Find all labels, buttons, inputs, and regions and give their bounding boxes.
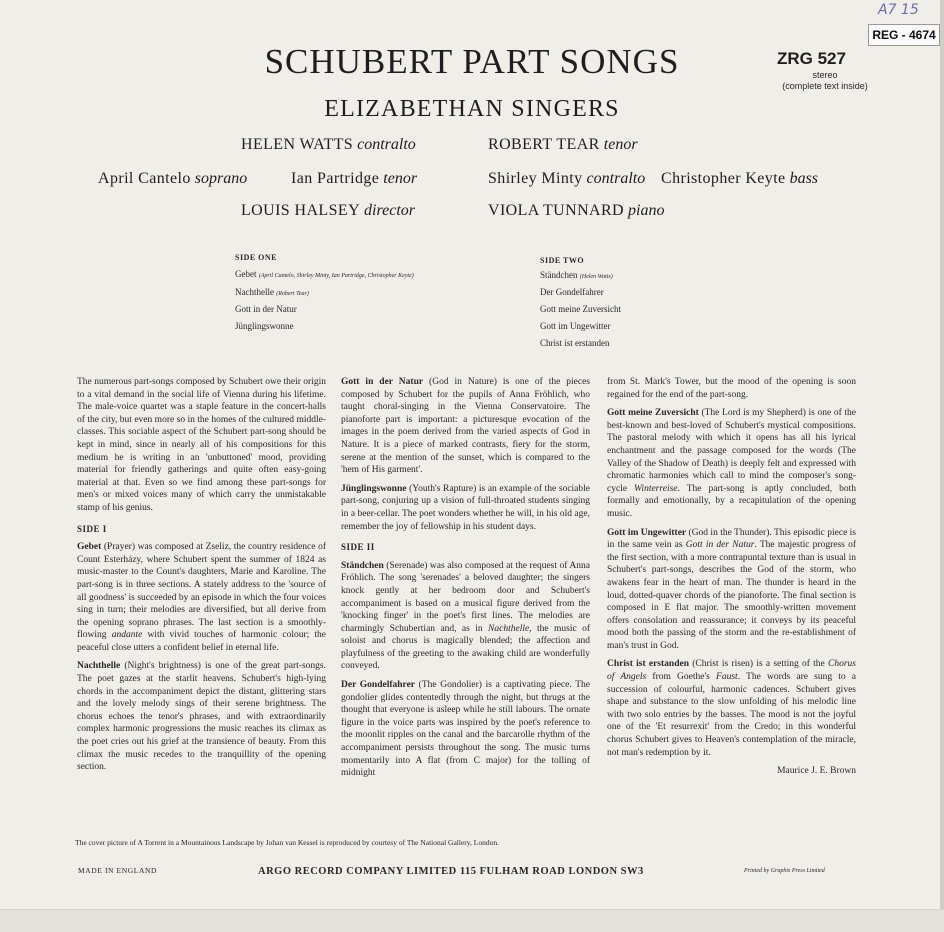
- track-performers: (April Cantelo, Shirley Minty, Ian Partridge, Christopher Keyte): [258, 273, 414, 279]
- performer-name: Christopher Keyte: [661, 170, 786, 187]
- performer-name: Ian Partridge: [291, 170, 380, 187]
- song-title: Ständchen: [341, 560, 384, 571]
- album-title: SCHUBERT PART SONGS: [264, 42, 680, 81]
- track-performers: (Helen Watts): [579, 274, 613, 280]
- performer-role: tenor: [383, 170, 418, 187]
- track-performers: (Robert Tear): [276, 291, 309, 297]
- song-text: (God in the Thunder). This episodic piece is in the same vein as: [607, 527, 857, 551]
- catalog-info: [755, 70, 895, 92]
- sleeve-edge: [940, 0, 944, 932]
- notes-intro: The numerous part-songs composed by Schubert owe their origin to a vital demand in the social life of Vienna during his lifetime. The male-voice quartet was a staple feature in the concert-halls of the city, but even more so in the homes of the cultured middle-classes. This sociable aspect of the Schubert part-song should be kept in mind, since in nearly all of his compositions for this medium he is writing in an 'unbuttoned' mood, providing material for friendly gatherings and quite often easy-going material at that. Even so we find among these part-songs for men's or mixed voices many of which carry the unmistakable stamp of his genius.: [77, 377, 326, 513]
- song-text: . The majestic progress of the first section, with a more contrapuntal texture than is usual in Schubert's part-songs, describes the God of the storm, who awakens fear in the heart of man. The thunder is heard in the loud, dotted-quaver chords of the pianoforte. The final section is composed in E flat major. The smoothly-written movement offers consolation and reassurance; it conveys by its peaceful mood both the passing of the storm and the re-establishment of man's trust in God.: [607, 540, 856, 651]
- performer-shirley-minty: [488, 170, 645, 188]
- side-one-heading: SIDE ONE: [235, 253, 278, 262]
- song-text: (God in Nature) is one of the pieces composed by Schubert for the pupils of Anna Fröhlich, who taught choral-singing in the Vienna Conservatoire. The pianoforte part is important: a picturesque evocation of the images in the poem derived from the varied aspects of God in Nature. It is a piece of marked contrasts, fiery for the storm, serene at the mention of the sunset, which is compared to the 'hem of His garment'.: [341, 377, 590, 476]
- track-item: [540, 287, 604, 297]
- song-text-italic: andante: [111, 630, 143, 641]
- song-title: Gott meine Zuversicht: [607, 408, 699, 419]
- song-text-italic: Winterreise: [634, 483, 678, 494]
- performer-louis-halsey: [241, 202, 415, 220]
- notes-standchen: [341, 560, 590, 673]
- song-title: Gott in der Natur: [341, 377, 424, 387]
- track-item: [235, 321, 294, 331]
- performer-role: contralto: [586, 170, 646, 187]
- song-text: (Night's brightness) is one of the great part-songs. The poet gazes at the starlit heavens. Schubert's high-lying chords in the accompaniment depict the distant, glittering stars and the lovely melody sings of their serene brightness. The chorus echoes the tenor's phrases, and with extraordinarily complex harmonic progressions the music reaches its climax as the poet cries out his grief at the transience of beauty. From this climax the music recedes to the tranquillity of the opening section.: [77, 661, 326, 773]
- song-text-italic: Faust: [716, 672, 738, 683]
- song-text: (The Lord is my Shepherd) is one of the best-known and best-loved of Schubert's mystical compositions. The pastoral melody with which it opens has all his lyrical enchantment and the passage composed for the words (The Valley of the Shadow of Death) is deeply felt and expressed with chromatic harmonies which call to mind the composer's song-cycle: [607, 408, 856, 494]
- notes-gebet: [77, 541, 326, 654]
- song-text: from Goethe's: [646, 672, 717, 683]
- record-company-address: ARGO RECORD COMPANY LIMITED 115 FULHAM ROAD LONDON SW3: [258, 866, 644, 877]
- notes-column-3: [607, 376, 856, 784]
- printer-credit: Printed by Graphis Press Limited: [744, 868, 825, 874]
- song-text: , the music of soloist and chorus is magically blended; the affection and playfulness of the greeting to the awaking child are wonderfully conveyed.: [341, 623, 590, 672]
- performer-helen-watts: [241, 136, 416, 154]
- side-ii-heading: SIDE II: [341, 542, 375, 553]
- notes-gondelfahrer-cont: from St. Mark's Tower, but the mood of the opening is soon regained for the end of the part-song.: [607, 377, 856, 400]
- performer-role: piano: [628, 202, 665, 219]
- track-title: Ständchen: [540, 270, 578, 280]
- performer-role: tenor: [603, 136, 638, 153]
- track-title: Der Gondelfahrer: [540, 287, 604, 297]
- track-item: [235, 287, 309, 297]
- notes-gott-in-der-natur: [341, 376, 590, 477]
- track-item: [235, 269, 414, 279]
- track-title: Gott meine Zuversicht: [540, 304, 621, 314]
- performer-name: HELEN WATTS: [241, 136, 354, 153]
- performer-name: Shirley Minty: [488, 170, 583, 187]
- track-item: [540, 338, 610, 348]
- side-i-heading: SIDE I: [77, 523, 107, 534]
- text-note: (complete text inside): [782, 81, 868, 91]
- song-title: Jünglingswonne: [341, 483, 407, 494]
- track-item: [540, 270, 613, 280]
- song-title: Gott im Ungewitter: [607, 527, 687, 538]
- track-title: Nachthelle: [235, 287, 274, 297]
- side-two-heading: SIDE TWO: [540, 256, 585, 265]
- performer-viola-tunnard: [488, 202, 664, 220]
- performer-role: bass: [789, 170, 819, 187]
- performer-name: April Cantelo: [98, 170, 191, 187]
- notes-ungewitter: [607, 527, 856, 653]
- performer-christopher-keyte: [661, 170, 818, 188]
- notes-column-1: [77, 376, 326, 780]
- song-text: (Serenade) was also composed at the request of Anna Fröhlich. The song 'serenades' a beloved daughter; the singers knock gently at her bedroom door and Schubert's accompaniment is based on a musical figure derived from the 'knocking finger' in the poet's first lines. The melodies are charmingly Schubertian and, as in: [341, 560, 590, 634]
- performer-name: VIOLA TUNNARD: [488, 202, 625, 219]
- track-title: Christ ist erstanden: [540, 338, 610, 348]
- song-text: . The part-song is aptly concluded, both formally and emotionally, by a recapitulation of the opening music.: [607, 483, 856, 519]
- song-text-italic: Nachthelle: [488, 623, 530, 634]
- song-text: (Prayer) was composed at Zseliz, the country residence of Count Esterházy, where Schubert spent the summer of 1824 as music-master to the Count's daughters, Marie and Karoline. The part-song is in three sections. A stately address to the 'source of all goodness' is succeeded by an episode in which the four voices sing in turn; their melodies are diversified, but all derive from the opening soprano phrases. The last section is a smoothly-flowing: [77, 542, 326, 641]
- performer-role: soprano: [194, 170, 248, 187]
- performer-role: contralto: [357, 136, 416, 153]
- song-text-italic: Chorus of Angels: [607, 659, 856, 683]
- song-text-italic: Gott in der Natur: [685, 540, 755, 551]
- ensemble-name: ELIZABETHAN SINGERS: [324, 96, 620, 122]
- performer-april-cantelo: [98, 170, 247, 188]
- track-item: [540, 321, 611, 331]
- song-text: . The words are sung to a succession of colourful, harmonic cadences. Schubert gives shape and substance to the slow unfolding of his melodic line with two solo entries by the basses. The mood is not the joyful one of the 'Et resurrexit' from the Credo; in this wonderful chorus Schubert gives to Heaven's contemplation of the miracle, not man's redemption by it.: [607, 672, 857, 758]
- track-item: [540, 304, 621, 314]
- performer-robert-tear: [488, 136, 638, 154]
- song-text: (Christ is risen) is a setting of the: [688, 659, 829, 670]
- notes-author: Maurice J. E. Brown: [777, 766, 856, 777]
- song-title: Gebet: [77, 542, 102, 553]
- song-title: Der Gondelfahrer: [341, 680, 416, 691]
- track-title: Gebet: [235, 269, 257, 279]
- track-title: Gott im Ungewitter: [540, 321, 611, 331]
- song-text: (The Gondolier) is a captivating piece. The gondolier glides contentedly through the night, but thrugs at the thought that everyone is asleep while he still labours. The ornate figure in the voice parts was inspired by the poet's reference to the moonlit ripples on the canal and the barcarolle rhythm of the accompaniment persists throughout the song. The music turns momentarily into A flat (from C major) for the tolling of midnight: [341, 680, 590, 779]
- song-text: with vivid touches of harmonic colour; the peaceful close utters a confident belief in eternal life.: [77, 630, 326, 653]
- performer-ian-partridge: [291, 170, 417, 188]
- song-text: (Youth's Rapture) is an example of the sociable part-song, conjuring up a vision of full-throated students singing in a beer-cellar. The poet wonders whether he will, in his old age, remember the joy of fellowship in his student days.: [341, 483, 590, 532]
- track-title: Gott in der Natur: [235, 304, 297, 314]
- notes-gondelfahrer: [341, 679, 590, 780]
- sleeve-bottom-edge: [0, 909, 944, 932]
- track-item: [235, 304, 297, 314]
- reg-sticker: REG - 4674: [868, 24, 940, 46]
- notes-zuversicht: [607, 407, 856, 520]
- performer-role: director: [364, 202, 415, 219]
- notes-nachthelle: [77, 660, 326, 773]
- notes-column-2: [341, 376, 590, 786]
- made-in-england: MADE IN ENGLAND: [78, 866, 157, 875]
- catalog-number: ZRG 527: [777, 49, 846, 68]
- track-title: Jünglingswonne: [235, 321, 294, 331]
- performer-name: ROBERT TEAR: [488, 136, 600, 153]
- cover-credit: The cover picture of A Torrent in a Mountainous Landscape by Johan van Kessel is reproduced by courtesy of The National Gallery, London.: [75, 838, 500, 847]
- format-label: stereo: [812, 70, 838, 80]
- notes-christ-ist-erstanden: [607, 658, 856, 759]
- song-title: Nachthelle: [77, 661, 121, 672]
- handwritten-note: A7 15: [878, 2, 919, 18]
- song-title: Christ ist erstanden: [607, 659, 689, 670]
- performer-name: LOUIS HALSEY: [241, 202, 361, 219]
- notes-junglingswonne: [341, 483, 590, 533]
